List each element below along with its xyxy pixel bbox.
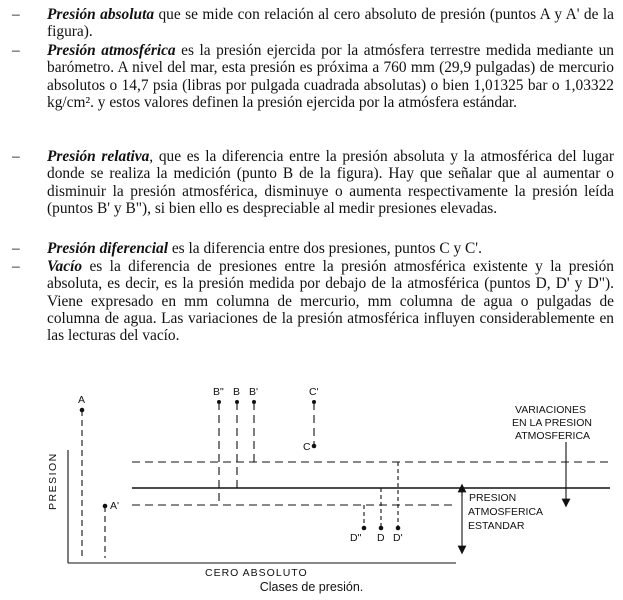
x-axis-label: CERO ABSOLUTO xyxy=(205,567,308,579)
definition-text xyxy=(47,148,614,217)
presion-atm-label-2: ATMOSFERICA xyxy=(468,506,544,518)
label-a: A xyxy=(78,394,86,406)
point-c-prime-dot xyxy=(312,400,316,404)
variaciones-label-2: EN LA PRESION xyxy=(512,417,592,429)
definition-body: es la presión ejercida por la atmósfera terrestre medida mediante un barómetro. A nivel del mar, esta presión es próxima a 760 mm (29,9 pulgadas) de mercurio absolutos o 14,7 psia (libras por pulgada cuadrada absolutas) o bien 1,01325 bar o 1,03322 kg/cm². y estos valores definen la presión ejercida por la atmósfera estándar. xyxy=(47,42,614,111)
point-d-dot xyxy=(379,526,384,531)
label-c-prime: C' xyxy=(309,386,319,398)
label-c: C xyxy=(303,441,311,453)
label-a-prime: A' xyxy=(110,500,120,512)
definition-term: Presión relativa xyxy=(47,148,150,165)
definition-body: es la diferencia entre dos presiones, puntos C y C'. xyxy=(167,240,482,257)
list-dash: – xyxy=(12,240,20,257)
point-a-dot xyxy=(80,408,85,413)
label-b-prime: B' xyxy=(249,386,259,398)
list-dash: – xyxy=(12,148,20,165)
definition-term: Presión diferencial xyxy=(47,240,168,257)
label-d-prime: D' xyxy=(393,532,403,544)
point-b-prime-dot xyxy=(252,400,256,404)
list-dash: – xyxy=(12,258,20,275)
definition-text xyxy=(47,42,614,111)
variaciones-label-3: ATMOSFERICA xyxy=(515,430,591,442)
definition-term: Vacío xyxy=(47,258,83,275)
list-dash: – xyxy=(12,6,20,23)
definition-body: , que es la diferencia entre la presión absoluta y la atmosférica del lugar donde se realiza la medición (punto B de la figura). Hay que señalar que al aumentar o disminuir la presión atmosférica, disminuye o aumenta respectivamente la presión leída (puntos B' y B"), si bien ello es despreciable al medir presiones elevadas. xyxy=(47,148,614,217)
pressure-classes-figure xyxy=(0,370,623,595)
label-d: D xyxy=(377,532,385,544)
label-b-dprime: B" xyxy=(213,386,224,398)
point-d-prime-dot xyxy=(396,526,401,531)
point-c-dot xyxy=(312,444,317,449)
y-axis-label: PRESION xyxy=(47,452,59,510)
label-d-dprime: D" xyxy=(350,532,362,544)
definition-term: Presión atmosférica xyxy=(47,42,176,59)
presion-atm-label-1: PRESION xyxy=(469,492,517,504)
definition-text xyxy=(47,258,614,344)
label-b: B xyxy=(233,386,241,398)
definition-body: que se mide con relación al cero absoluto de presión (puntos A y A' de la figura). xyxy=(47,6,614,41)
figure-caption: Clases de presión. xyxy=(259,580,364,594)
point-b-dot xyxy=(235,400,239,404)
point-b-dprime-dot xyxy=(217,400,221,404)
point-a-prime-dot xyxy=(103,504,108,509)
definition-text xyxy=(47,6,614,41)
presion-atm-label-3: ESTANDAR xyxy=(468,520,525,532)
definition-term: Presión absoluta xyxy=(47,6,155,23)
point-d-dprime-dot xyxy=(362,526,367,531)
definition-text xyxy=(47,240,614,257)
variaciones-label-1: VARIACIONES xyxy=(515,404,586,416)
list-dash: – xyxy=(12,42,20,59)
definition-body: es la diferencia de presiones entre la presión atmosférica existente y la presión absoluta, es decir, es la presión medida por debajo de la atmosférica (puntos D, D' y D"). Viene expresado en mm columna de mercurio, mm columna de agua o pulgadas de columna de agua. Las variaciones de la presión atmosférica influyen considerablemente en las lecturas del vacío. xyxy=(47,258,614,345)
